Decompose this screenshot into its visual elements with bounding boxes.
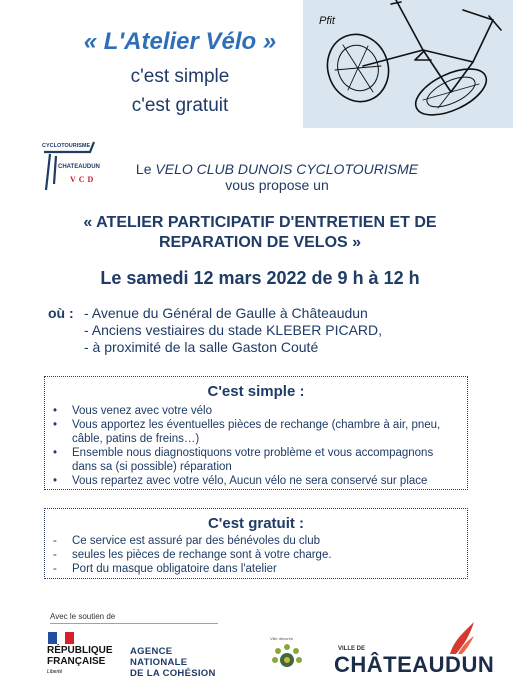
club-name: VELO CLUB DUNOIS CYCLOTOURISME bbox=[155, 161, 419, 177]
gratuit-box bbox=[44, 508, 468, 579]
footer-divider bbox=[50, 623, 218, 624]
sketch-label: Pfit bbox=[319, 15, 335, 27]
marianne-logo-icon bbox=[48, 631, 74, 643]
event-date: Le samedi 12 mars 2022 de 9 h à 12 h bbox=[100, 268, 420, 288]
medal-icon bbox=[270, 641, 304, 675]
simple-list bbox=[45, 404, 467, 488]
gratuit-box-title: C'est gratuit : bbox=[207, 515, 305, 532]
logo-top-text: CYCLOTOURISME bbox=[42, 143, 91, 149]
list-item-continuation: câble, patins de freins…) bbox=[72, 433, 200, 445]
bicycle-sketch-icon bbox=[303, 0, 513, 128]
location-line-3: - à proximité de la salle Gaston Couté bbox=[84, 339, 319, 355]
subtitle-simple: c'est simple bbox=[130, 66, 230, 87]
atelier-title-line-2: REPARATION DE VELOS » bbox=[158, 234, 362, 251]
ville-de-label: VILLE DE bbox=[338, 646, 366, 652]
chateaudun-logo-text: CHÂTEAUDUN bbox=[334, 652, 495, 677]
list-item: • Vous venez avec votre vélo bbox=[53, 405, 212, 417]
intro-line-2: vous propose un bbox=[225, 177, 329, 193]
list-item: • Vous apportez les éventuelles pièces de rechange (chambre à air, pneu, bbox=[53, 419, 441, 431]
atelier-title-line-1: « ATELIER PARTICIPATIF D'ENTRETIEN ET DE bbox=[83, 214, 437, 231]
intro-prefix: Le bbox=[135, 161, 156, 177]
list-item: • Ensemble nous diagnostiquons votre problème et vous accompagnons bbox=[53, 447, 434, 459]
simple-box bbox=[44, 376, 468, 490]
logo-town: CHATEAUDUN bbox=[58, 164, 100, 170]
logo-initials: VCD bbox=[70, 175, 97, 184]
bullet-icon: • bbox=[53, 419, 58, 431]
location-line-1: - Avenue du Général de Gaulle à Châteaudun bbox=[84, 305, 368, 321]
bicycle-sketch-image bbox=[303, 0, 513, 128]
list-item: - Ce service est assuré par des bénévoles du club bbox=[53, 535, 321, 547]
gratuit-list bbox=[45, 534, 467, 576]
sponsors-label: Avec le soutien de bbox=[50, 612, 116, 621]
bullet-icon: • bbox=[53, 447, 58, 459]
dash-icon: - bbox=[53, 563, 57, 575]
list-item: - Port du masque obligatoire dans l'atelier bbox=[53, 563, 277, 575]
chateaudun-flame-icon bbox=[444, 620, 478, 656]
list-item: • Vous repartez avec votre vélo, Aucun vélo ne sera conservé sur place bbox=[53, 475, 428, 487]
list-item-continuation: dans sa (si possible) réparation bbox=[72, 461, 232, 473]
subtitle-gratuit: c'est gratuit bbox=[131, 95, 229, 116]
list-item: - seules les pièces de rechange sont à votre charge. bbox=[53, 549, 332, 561]
intro-line-1 bbox=[112, 161, 442, 177]
dash-icon: - bbox=[53, 549, 57, 561]
republique-francaise-logo: RÉPUBLIQUE FRANÇAISE Liberté bbox=[47, 645, 113, 675]
location-label: où : bbox=[48, 305, 74, 321]
anct-logo: AGENCE NATIONALE DE LA COHÉSION bbox=[130, 646, 216, 679]
ville-decoree-label: Ville décorée bbox=[270, 636, 294, 641]
simple-box-title: C'est simple : bbox=[207, 383, 305, 400]
bullet-icon: • bbox=[53, 405, 58, 417]
poster-title: « L'Atelier Vélo » bbox=[83, 28, 277, 55]
location-line-2: - Anciens vestiaires du stade KLEBER PICARD, bbox=[84, 322, 383, 338]
dash-icon: - bbox=[53, 535, 57, 547]
club-logo bbox=[40, 138, 112, 196]
bullet-icon: • bbox=[53, 475, 58, 487]
